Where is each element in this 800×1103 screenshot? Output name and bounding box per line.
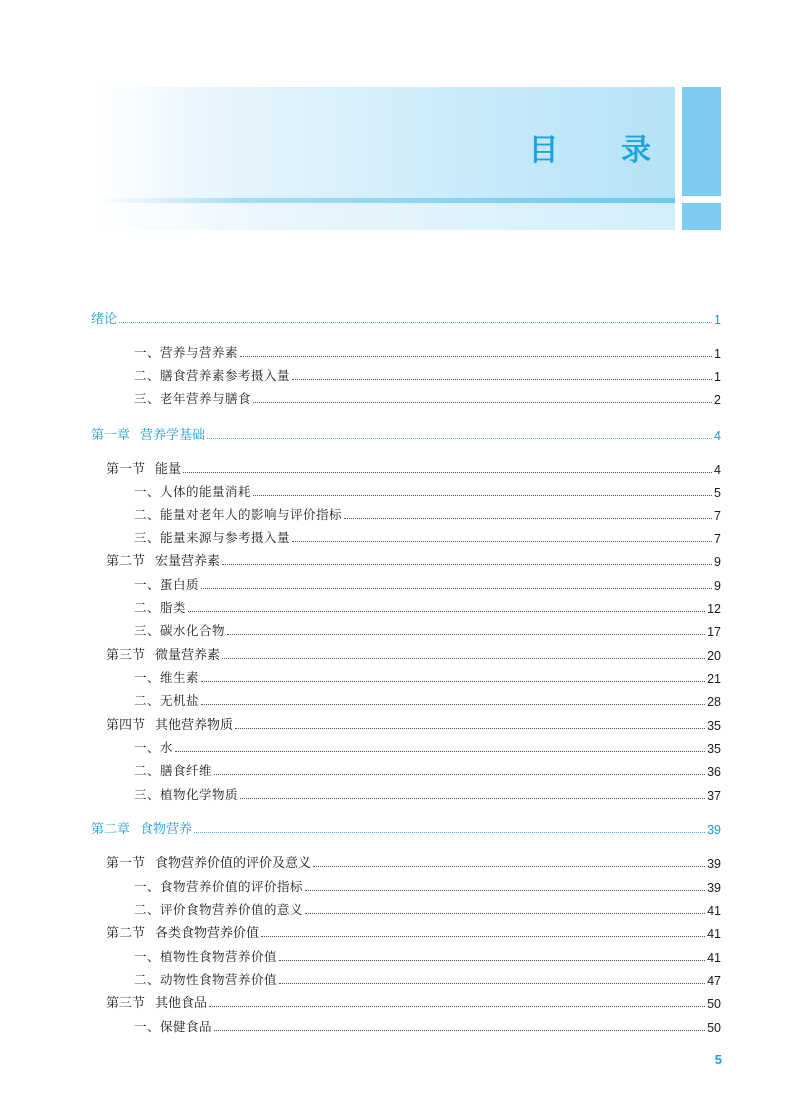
toc-label: 第二节 宏量营养素	[106, 554, 221, 569]
dot-leader	[183, 472, 712, 473]
toc-page: 9	[714, 579, 721, 593]
toc-item[interactable]	[134, 526, 721, 546]
toc-section[interactable]	[106, 549, 721, 569]
dot-leader	[201, 588, 712, 589]
toc-page: 20	[707, 649, 721, 663]
dot-leader	[279, 960, 705, 961]
toc-item[interactable]	[134, 341, 721, 361]
toc-page: 28	[707, 695, 721, 709]
toc-page: 41	[707, 951, 721, 965]
toc-item[interactable]	[134, 480, 721, 500]
toc-item[interactable]	[134, 1015, 721, 1035]
toc-label: 第二节 各类食物营养价值	[106, 926, 260, 941]
page-title: 目 录	[528, 133, 677, 168]
toc-page: 39	[707, 823, 721, 837]
dot-leader	[253, 402, 712, 403]
toc-label: 二、无机盐	[134, 693, 200, 708]
toc-label: 三、老年营养与膳食	[134, 391, 252, 406]
toc-item[interactable]	[134, 759, 721, 779]
dot-leader	[222, 658, 705, 659]
toc-page: 50	[707, 997, 721, 1011]
dot-leader	[292, 379, 712, 380]
toc-item[interactable]	[134, 619, 721, 639]
toc-page: 7	[714, 509, 721, 523]
toc-page: 47	[707, 974, 721, 988]
toc-label: 一、植物性食物营养价值	[134, 949, 278, 964]
toc-page: 1	[714, 313, 721, 327]
toc-page: 1	[714, 370, 721, 384]
dot-leader	[261, 936, 705, 937]
toc-item[interactable]	[134, 736, 721, 756]
dot-leader	[222, 564, 712, 565]
toc-page: 35	[707, 742, 721, 756]
toc-label: 二、能量对老年人的影响与评价指标	[134, 507, 343, 522]
toc-item[interactable]	[134, 875, 721, 895]
dot-leader	[227, 634, 705, 635]
dot-leader	[201, 681, 705, 682]
toc-section[interactable]	[106, 713, 721, 733]
toc-section[interactable]	[106, 921, 721, 941]
toc-label: 一、蛋白质	[134, 577, 200, 592]
dot-leader	[214, 1030, 705, 1031]
dot-leader	[292, 541, 712, 542]
dot-leader	[313, 866, 705, 867]
toc-item[interactable]	[134, 666, 721, 686]
toc-label: 二、膳食营养素参考摄入量	[134, 368, 291, 383]
toc-item[interactable]	[134, 783, 721, 803]
toc-page: 41	[707, 927, 721, 941]
toc-page: 17	[707, 625, 721, 639]
dot-leader	[207, 438, 712, 439]
toc-label: 第三节 微量营养素	[106, 648, 221, 663]
toc-item[interactable]	[134, 968, 721, 988]
toc-label: 第一节 食物营养价值的评价及意义	[106, 856, 312, 871]
toc-page: 50	[707, 1021, 721, 1035]
toc-page: 36	[707, 765, 721, 779]
dot-leader	[235, 728, 705, 729]
toc-item[interactable]	[134, 387, 721, 407]
toc-page: 39	[707, 857, 721, 871]
toc-label: 一、营养与营养素	[134, 345, 239, 360]
dot-leader	[214, 774, 705, 775]
dot-leader	[279, 983, 705, 984]
toc-label: 一、食物营养价值的评价指标	[134, 879, 304, 894]
toc-section[interactable]	[106, 457, 721, 477]
dot-leader	[240, 356, 712, 357]
toc-section[interactable]	[106, 643, 721, 663]
toc-item[interactable]	[134, 898, 721, 918]
toc-chapter-2[interactable]	[91, 817, 721, 837]
dot-leader	[344, 518, 712, 519]
toc-page: 35	[707, 719, 721, 733]
toc-label: 二、评价食物营养价值的意义	[134, 902, 304, 917]
toc-page: 21	[707, 672, 721, 686]
toc-label: 一、保健食品	[134, 1019, 213, 1034]
toc-page: 4	[714, 429, 721, 443]
page-number: 5	[714, 1052, 722, 1067]
dot-leader	[253, 495, 712, 496]
toc-chapter-1[interactable]	[91, 423, 721, 443]
toc-page: 41	[707, 904, 721, 918]
dot-leader	[240, 798, 705, 799]
toc-label: 二、脂类	[134, 600, 187, 615]
toc-label: 第二章 食物营养	[91, 822, 193, 837]
toc-item[interactable]	[134, 364, 721, 384]
dot-leader	[188, 611, 705, 612]
toc-item[interactable]	[134, 596, 721, 616]
toc-item[interactable]	[134, 689, 721, 709]
dot-leader	[119, 322, 712, 323]
toc-label: 二、动物性食物营养价值	[134, 972, 278, 987]
toc-label: 三、碳水化合物	[134, 623, 226, 638]
toc-page: 4	[714, 463, 721, 477]
toc-label: 第三节 其他食品	[106, 996, 208, 1011]
toc-section[interactable]	[106, 851, 721, 871]
toc-label: 一、水	[134, 740, 174, 755]
dot-leader	[194, 832, 705, 833]
toc-item[interactable]	[134, 503, 721, 523]
toc-item[interactable]	[134, 945, 721, 965]
dot-leader	[305, 890, 705, 891]
toc-item[interactable]	[134, 573, 721, 593]
toc-label: 三、能量来源与参考摄入量	[134, 530, 291, 545]
toc-page: 2	[714, 393, 721, 407]
dot-leader	[305, 913, 705, 914]
toc-page: 37	[707, 789, 721, 803]
toc-label: 三、植物化学物质	[134, 787, 239, 802]
toc-chapter-intro[interactable]	[91, 307, 721, 327]
toc-label: 第一节 能量	[106, 462, 182, 477]
dot-leader	[175, 751, 705, 752]
toc-page: 39	[707, 881, 721, 895]
toc-section[interactable]	[106, 991, 721, 1011]
dot-leader	[209, 1006, 705, 1007]
toc-label: 绪论	[91, 312, 118, 327]
toc-label: 第一章 营养学基础	[91, 428, 206, 443]
toc-page: 1	[714, 347, 721, 361]
toc-page: 9	[714, 555, 721, 569]
dot-leader	[201, 704, 705, 705]
toc-label: 一、维生素	[134, 670, 200, 685]
toc-page: 12	[707, 602, 721, 616]
toc-label: 一、人体的能量消耗	[134, 484, 252, 499]
toc-page: 7	[714, 532, 721, 546]
toc-label: 二、膳食纤维	[134, 763, 213, 778]
toc-label: 第四节 其他营养物质	[106, 718, 234, 733]
toc-page: 5	[714, 486, 721, 500]
